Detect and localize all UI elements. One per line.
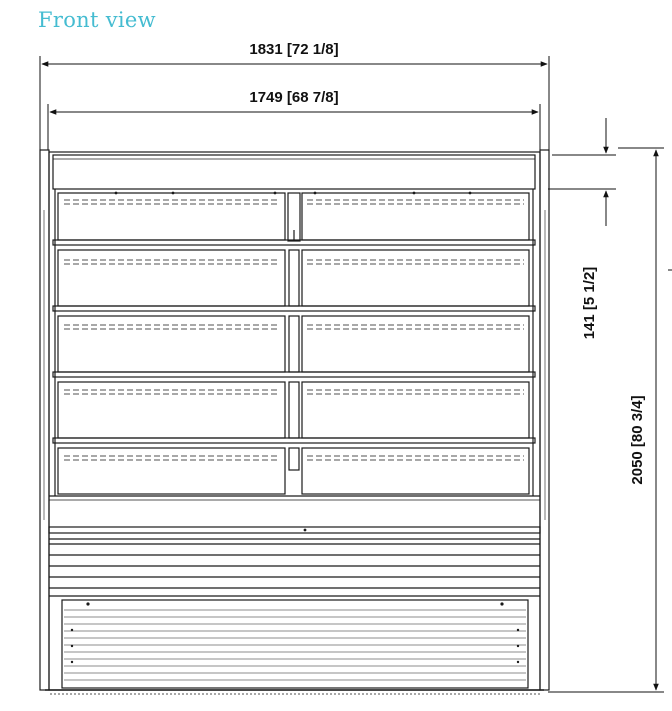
cabinet bbox=[40, 150, 549, 694]
canopy bbox=[53, 155, 535, 189]
inner-width-dimension bbox=[48, 104, 540, 150]
canopy-height-dimension bbox=[548, 118, 616, 226]
right-side-panel bbox=[540, 150, 549, 690]
bumper bbox=[49, 527, 540, 533]
canopy-height-label: 141 [5 1/2] bbox=[581, 266, 598, 340]
shelf-row-3 bbox=[53, 316, 535, 377]
shelf-row-5 bbox=[58, 448, 529, 494]
shelf-row-4 bbox=[53, 382, 535, 443]
view-title: Front view bbox=[38, 8, 156, 32]
left-side-panel bbox=[40, 150, 49, 690]
shelf-row-2 bbox=[53, 250, 535, 311]
overall-height-label: 2050 [80 3/4] bbox=[629, 395, 646, 485]
overall-width-label: 1831 [72 1/8] bbox=[249, 41, 339, 58]
overall-height-dimension bbox=[548, 148, 672, 692]
grille-panel bbox=[62, 600, 528, 688]
fastener-dots bbox=[71, 192, 519, 664]
inner-width-label: 1749 [68 7/8] bbox=[249, 89, 339, 106]
